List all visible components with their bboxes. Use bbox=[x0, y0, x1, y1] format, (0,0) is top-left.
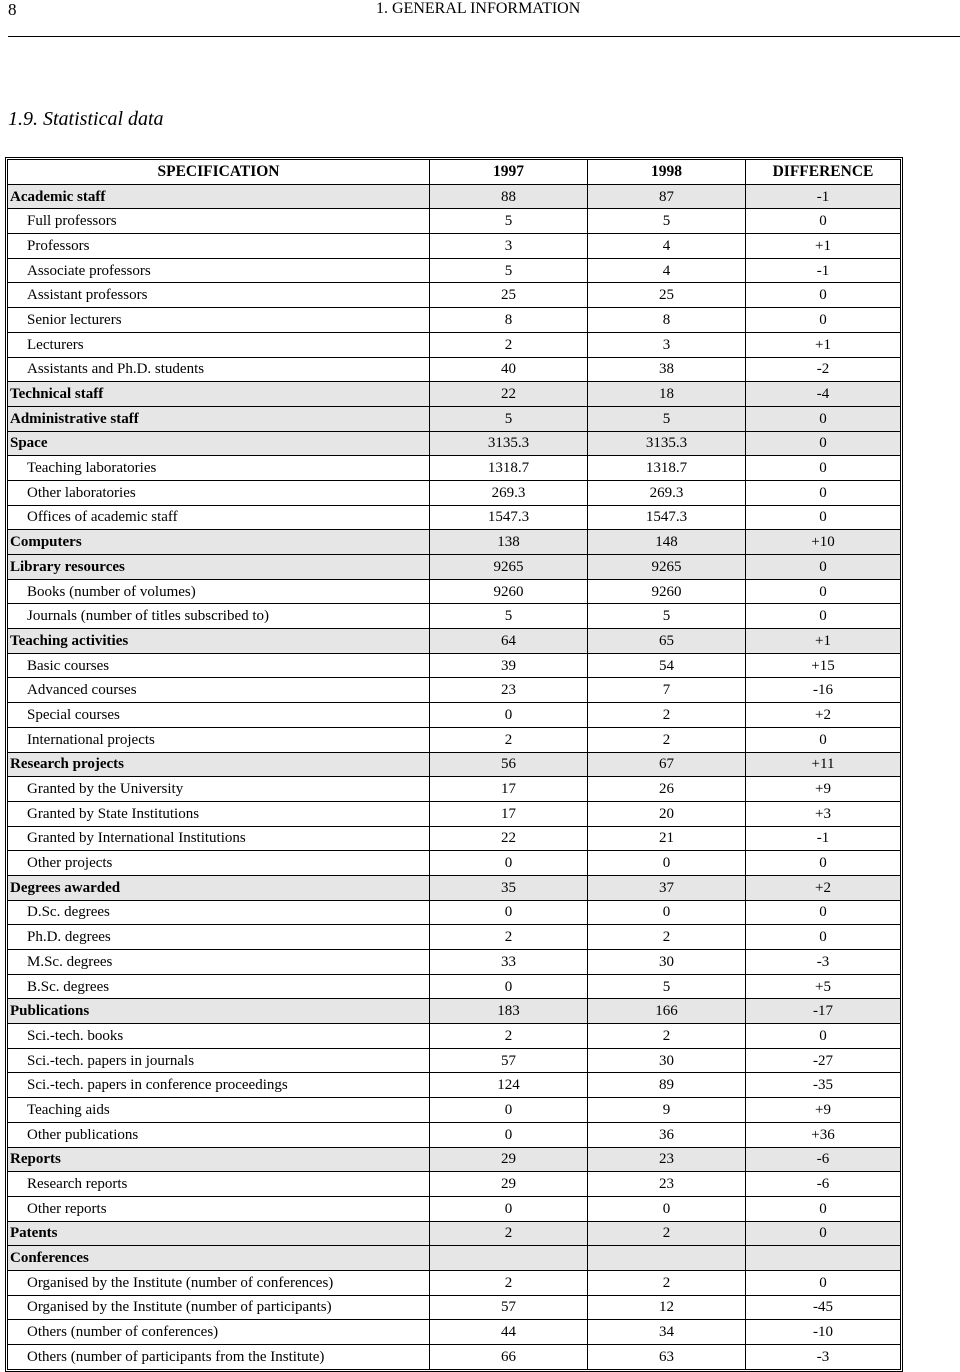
cell-1998: 5 bbox=[588, 407, 746, 432]
cell-1998: 23 bbox=[588, 1172, 746, 1197]
cell-1998: 2 bbox=[588, 1024, 746, 1049]
row-label: Ph.D. degrees bbox=[8, 925, 430, 950]
cell-1997: 88 bbox=[430, 185, 588, 210]
table-row bbox=[8, 456, 900, 481]
table-row bbox=[8, 975, 900, 1000]
cell-1997: 40 bbox=[430, 358, 588, 383]
cell-1997: 2 bbox=[430, 1271, 588, 1296]
cell-1998: 8 bbox=[588, 308, 746, 333]
row-label: Library resources bbox=[8, 555, 430, 580]
column-header-difference: DIFFERENCE bbox=[746, 160, 900, 185]
row-label: Patents bbox=[8, 1222, 430, 1247]
cell-1998: 89 bbox=[588, 1073, 746, 1098]
row-label: Academic staff bbox=[8, 185, 430, 210]
table-row bbox=[8, 728, 900, 753]
cell-1998: 5 bbox=[588, 209, 746, 234]
table-row bbox=[8, 827, 900, 852]
cell-1997 bbox=[430, 1246, 588, 1271]
cell-1998: 87 bbox=[588, 185, 746, 210]
row-label: Other projects bbox=[8, 851, 430, 876]
cell-difference: -16 bbox=[746, 678, 900, 703]
cell-difference: -1 bbox=[746, 185, 900, 210]
cell-1997: 57 bbox=[430, 1296, 588, 1321]
cell-1997: 3135.3 bbox=[430, 432, 588, 457]
row-label: Full professors bbox=[8, 209, 430, 234]
cell-1998: 269.3 bbox=[588, 481, 746, 506]
row-label: Computers bbox=[8, 530, 430, 555]
row-label: Offices of academic staff bbox=[8, 506, 430, 531]
cell-1998: 0 bbox=[588, 851, 746, 876]
cell-difference: +1 bbox=[746, 234, 900, 259]
cell-1998: 23 bbox=[588, 1148, 746, 1173]
cell-difference: -35 bbox=[746, 1073, 900, 1098]
cell-1997: 138 bbox=[430, 530, 588, 555]
cell-1997: 23 bbox=[430, 678, 588, 703]
cell-difference: 0 bbox=[746, 851, 900, 876]
cell-1997: 29 bbox=[430, 1172, 588, 1197]
cell-1998: 21 bbox=[588, 827, 746, 852]
cell-difference: -3 bbox=[746, 950, 900, 975]
cell-difference: +9 bbox=[746, 1098, 900, 1123]
cell-1998: 3 bbox=[588, 333, 746, 358]
category-row bbox=[8, 753, 900, 778]
cell-1998: 0 bbox=[588, 1197, 746, 1222]
table-row bbox=[8, 1172, 900, 1197]
category-row bbox=[8, 555, 900, 580]
cell-difference: 0 bbox=[746, 728, 900, 753]
category-row bbox=[8, 1222, 900, 1247]
cell-1997: 39 bbox=[430, 654, 588, 679]
cell-1998: 2 bbox=[588, 703, 746, 728]
cell-1997: 0 bbox=[430, 851, 588, 876]
cell-difference: +36 bbox=[746, 1123, 900, 1148]
cell-1997: 5 bbox=[430, 259, 588, 284]
table-row bbox=[8, 209, 900, 234]
table-header-row bbox=[8, 160, 900, 185]
cell-1997: 2 bbox=[430, 1222, 588, 1247]
cell-difference: -6 bbox=[746, 1172, 900, 1197]
row-label: Senior lecturers bbox=[8, 308, 430, 333]
cell-1997: 22 bbox=[430, 382, 588, 407]
row-label: Lecturers bbox=[8, 333, 430, 358]
category-row bbox=[8, 1148, 900, 1173]
cell-1997: 66 bbox=[430, 1345, 588, 1369]
cell-1998: 148 bbox=[588, 530, 746, 555]
cell-1997: 2 bbox=[430, 925, 588, 950]
row-label: Degrees awarded bbox=[8, 876, 430, 901]
cell-1998: 38 bbox=[588, 358, 746, 383]
row-label: Administrative staff bbox=[8, 407, 430, 432]
cell-difference: 0 bbox=[746, 481, 900, 506]
cell-1997: 183 bbox=[430, 999, 588, 1024]
cell-1998: 54 bbox=[588, 654, 746, 679]
cell-1997: 25 bbox=[430, 283, 588, 308]
row-label: Others (number of conferences) bbox=[8, 1320, 430, 1345]
row-label: B.Sc. degrees bbox=[8, 975, 430, 1000]
cell-1998 bbox=[588, 1246, 746, 1271]
cell-1997: 0 bbox=[430, 703, 588, 728]
row-label: Books (number of volumes) bbox=[8, 580, 430, 605]
cell-1997: 44 bbox=[430, 1320, 588, 1345]
cell-1997: 0 bbox=[430, 1098, 588, 1123]
cell-1998: 9260 bbox=[588, 580, 746, 605]
cell-1998: 5 bbox=[588, 604, 746, 629]
cell-1998: 1547.3 bbox=[588, 506, 746, 531]
cell-difference: 0 bbox=[746, 580, 900, 605]
cell-1998: 30 bbox=[588, 950, 746, 975]
category-row bbox=[8, 876, 900, 901]
cell-1998: 166 bbox=[588, 999, 746, 1024]
cell-difference: +5 bbox=[746, 975, 900, 1000]
cell-1998: 4 bbox=[588, 234, 746, 259]
row-label: Assistant professors bbox=[8, 283, 430, 308]
cell-difference: -1 bbox=[746, 827, 900, 852]
row-label: Publications bbox=[8, 999, 430, 1024]
cell-difference: 0 bbox=[746, 1222, 900, 1247]
row-label: D.Sc. degrees bbox=[8, 901, 430, 926]
cell-difference: 0 bbox=[746, 925, 900, 950]
cell-1998: 2 bbox=[588, 1271, 746, 1296]
category-row bbox=[8, 407, 900, 432]
cell-difference: 0 bbox=[746, 506, 900, 531]
table-row bbox=[8, 1197, 900, 1222]
cell-difference: 0 bbox=[746, 308, 900, 333]
table-row bbox=[8, 358, 900, 383]
cell-1997: 9265 bbox=[430, 555, 588, 580]
cell-1997: 33 bbox=[430, 950, 588, 975]
cell-difference: -6 bbox=[746, 1148, 900, 1173]
cell-difference: +15 bbox=[746, 654, 900, 679]
cell-1997: 1547.3 bbox=[430, 506, 588, 531]
cell-difference: -2 bbox=[746, 358, 900, 383]
row-label: Advanced courses bbox=[8, 678, 430, 703]
cell-difference: -17 bbox=[746, 999, 900, 1024]
table-row bbox=[8, 1320, 900, 1345]
row-label: Teaching laboratories bbox=[8, 456, 430, 481]
table-row bbox=[8, 703, 900, 728]
row-label: Teaching activities bbox=[8, 629, 430, 654]
cell-1998: 20 bbox=[588, 802, 746, 827]
table-row bbox=[8, 333, 900, 358]
row-label: Other laboratories bbox=[8, 481, 430, 506]
category-row bbox=[8, 629, 900, 654]
cell-1998: 0 bbox=[588, 901, 746, 926]
cell-difference: +2 bbox=[746, 876, 900, 901]
cell-1998: 30 bbox=[588, 1049, 746, 1074]
cell-1998: 2 bbox=[588, 925, 746, 950]
row-label: Granted by State Institutions bbox=[8, 802, 430, 827]
row-label: Granted by the University bbox=[8, 777, 430, 802]
row-label: Teaching aids bbox=[8, 1098, 430, 1123]
cell-1997: 0 bbox=[430, 1197, 588, 1222]
cell-1997: 1318.7 bbox=[430, 456, 588, 481]
running-title: 1. GENERAL INFORMATION bbox=[376, 0, 581, 17]
cell-1997: 29 bbox=[430, 1148, 588, 1173]
row-label: Organised by the Institute (number of participants) bbox=[8, 1296, 430, 1321]
cell-1998: 7 bbox=[588, 678, 746, 703]
cell-1998: 2 bbox=[588, 1222, 746, 1247]
row-label: Journals (number of titles subscribed to) bbox=[8, 604, 430, 629]
cell-1997: 9260 bbox=[430, 580, 588, 605]
cell-difference: 0 bbox=[746, 604, 900, 629]
cell-1998: 65 bbox=[588, 629, 746, 654]
cell-1997: 5 bbox=[430, 209, 588, 234]
row-label: Associate professors bbox=[8, 259, 430, 284]
statistics-table bbox=[5, 157, 903, 1372]
row-label: Sci.-tech. papers in journals bbox=[8, 1049, 430, 1074]
cell-1998: 34 bbox=[588, 1320, 746, 1345]
row-label: Sci.-tech. papers in conference proceedings bbox=[8, 1073, 430, 1098]
table-row bbox=[8, 580, 900, 605]
cell-1998: 5 bbox=[588, 975, 746, 1000]
category-row bbox=[8, 382, 900, 407]
cell-difference: 0 bbox=[746, 901, 900, 926]
page-number: 8 bbox=[8, 0, 17, 19]
row-label: Reports bbox=[8, 1148, 430, 1173]
category-row bbox=[8, 185, 900, 210]
cell-1997: 8 bbox=[430, 308, 588, 333]
cell-1998: 9 bbox=[588, 1098, 746, 1123]
table-row bbox=[8, 283, 900, 308]
cell-difference: 0 bbox=[746, 432, 900, 457]
table-row bbox=[8, 1345, 900, 1369]
row-label: Others (number of participants from the Institute) bbox=[8, 1345, 430, 1369]
cell-difference: -1 bbox=[746, 259, 900, 284]
category-row bbox=[8, 530, 900, 555]
row-label: Research reports bbox=[8, 1172, 430, 1197]
cell-1997: 0 bbox=[430, 975, 588, 1000]
cell-difference: -4 bbox=[746, 382, 900, 407]
row-label: Conferences bbox=[8, 1246, 430, 1271]
cell-difference: +9 bbox=[746, 777, 900, 802]
cell-difference: +11 bbox=[746, 753, 900, 778]
row-label: Other publications bbox=[8, 1123, 430, 1148]
section-title: 1.9. Statistical data bbox=[8, 108, 164, 130]
cell-1997: 3 bbox=[430, 234, 588, 259]
cell-1997: 17 bbox=[430, 777, 588, 802]
row-label: Special courses bbox=[8, 703, 430, 728]
cell-1998: 25 bbox=[588, 283, 746, 308]
table-row bbox=[8, 308, 900, 333]
cell-difference: -3 bbox=[746, 1345, 900, 1369]
cell-difference: -45 bbox=[746, 1296, 900, 1321]
cell-difference: -10 bbox=[746, 1320, 900, 1345]
cell-1997: 269.3 bbox=[430, 481, 588, 506]
category-row bbox=[8, 999, 900, 1024]
cell-1997: 2 bbox=[430, 1024, 588, 1049]
cell-difference: -27 bbox=[746, 1049, 900, 1074]
row-label: Other reports bbox=[8, 1197, 430, 1222]
cell-1997: 0 bbox=[430, 901, 588, 926]
table-row bbox=[8, 1123, 900, 1148]
row-label: Professors bbox=[8, 234, 430, 259]
category-row bbox=[8, 432, 900, 457]
row-label: Granted by International Institutions bbox=[8, 827, 430, 852]
cell-1998: 26 bbox=[588, 777, 746, 802]
row-label: M.Sc. degrees bbox=[8, 950, 430, 975]
cell-1997: 124 bbox=[430, 1073, 588, 1098]
table-row bbox=[8, 802, 900, 827]
cell-1998: 1318.7 bbox=[588, 456, 746, 481]
table-row bbox=[8, 901, 900, 926]
row-label: Sci.-tech. books bbox=[8, 1024, 430, 1049]
table-row bbox=[8, 654, 900, 679]
row-label: Organised by the Institute (number of conferences) bbox=[8, 1271, 430, 1296]
table-row bbox=[8, 925, 900, 950]
table-row bbox=[8, 234, 900, 259]
cell-1998: 3135.3 bbox=[588, 432, 746, 457]
cell-difference: 0 bbox=[746, 456, 900, 481]
cell-difference: +1 bbox=[746, 629, 900, 654]
cell-1998: 63 bbox=[588, 1345, 746, 1369]
cell-1998: 12 bbox=[588, 1296, 746, 1321]
header-rule bbox=[8, 36, 960, 37]
table-row bbox=[8, 1024, 900, 1049]
row-label: Basic courses bbox=[8, 654, 430, 679]
row-label: Assistants and Ph.D. students bbox=[8, 358, 430, 383]
table-row bbox=[8, 1098, 900, 1123]
cell-difference: +10 bbox=[746, 530, 900, 555]
table-row bbox=[8, 1073, 900, 1098]
cell-1997: 35 bbox=[430, 876, 588, 901]
row-label: International projects bbox=[8, 728, 430, 753]
cell-1997: 56 bbox=[430, 753, 588, 778]
cell-difference: +3 bbox=[746, 802, 900, 827]
table-row bbox=[8, 481, 900, 506]
table-row bbox=[8, 1049, 900, 1074]
cell-difference: 0 bbox=[746, 1271, 900, 1296]
column-header-1997: 1997 bbox=[430, 160, 588, 185]
cell-difference: 0 bbox=[746, 209, 900, 234]
cell-difference: 0 bbox=[746, 1024, 900, 1049]
cell-1997: 0 bbox=[430, 1123, 588, 1148]
table-row bbox=[8, 950, 900, 975]
table-row bbox=[8, 1271, 900, 1296]
cell-difference: +2 bbox=[746, 703, 900, 728]
table-row bbox=[8, 851, 900, 876]
cell-1998: 9265 bbox=[588, 555, 746, 580]
page-header bbox=[0, 0, 960, 40]
cell-1997: 22 bbox=[430, 827, 588, 852]
cell-1998: 18 bbox=[588, 382, 746, 407]
table-row bbox=[8, 678, 900, 703]
cell-1998: 2 bbox=[588, 728, 746, 753]
cell-difference bbox=[746, 1246, 900, 1271]
cell-difference: 0 bbox=[746, 283, 900, 308]
cell-1998: 4 bbox=[588, 259, 746, 284]
row-label: Space bbox=[8, 432, 430, 457]
cell-1997: 2 bbox=[430, 333, 588, 358]
cell-difference: +1 bbox=[746, 333, 900, 358]
column-header-specification: SPECIFICATION bbox=[8, 160, 430, 185]
cell-difference: 0 bbox=[746, 407, 900, 432]
cell-1998: 67 bbox=[588, 753, 746, 778]
table-row bbox=[8, 1296, 900, 1321]
table-body bbox=[8, 185, 900, 1369]
cell-1997: 17 bbox=[430, 802, 588, 827]
table-row bbox=[8, 506, 900, 531]
table-row bbox=[8, 259, 900, 284]
table-row bbox=[8, 777, 900, 802]
cell-1997: 2 bbox=[430, 728, 588, 753]
table-row bbox=[8, 604, 900, 629]
cell-1997: 57 bbox=[430, 1049, 588, 1074]
row-label: Research projects bbox=[8, 753, 430, 778]
cell-difference: 0 bbox=[746, 1197, 900, 1222]
column-header-1998: 1998 bbox=[588, 160, 746, 185]
cell-1997: 5 bbox=[430, 604, 588, 629]
cell-1997: 5 bbox=[430, 407, 588, 432]
cell-difference: 0 bbox=[746, 555, 900, 580]
cell-1997: 64 bbox=[430, 629, 588, 654]
cell-1998: 36 bbox=[588, 1123, 746, 1148]
cell-1998: 37 bbox=[588, 876, 746, 901]
row-label: Technical staff bbox=[8, 382, 430, 407]
category-row bbox=[8, 1246, 900, 1271]
